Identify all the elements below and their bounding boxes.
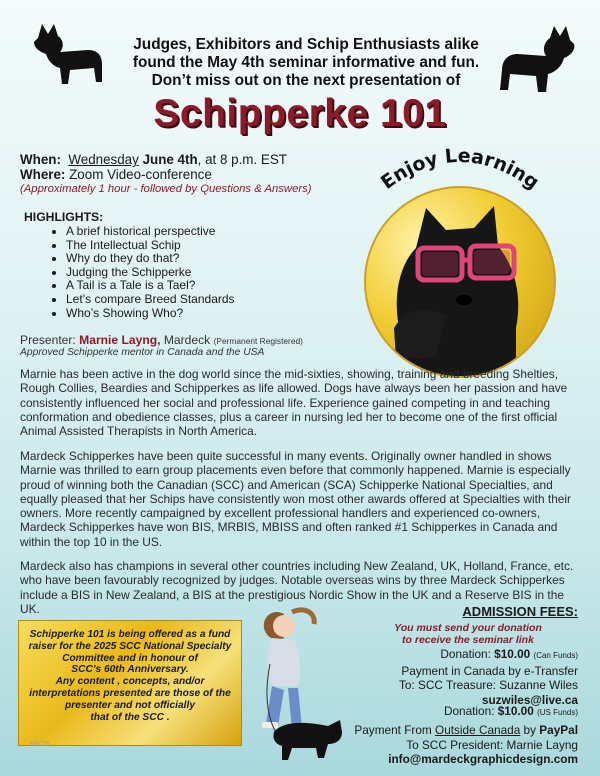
fundraiser-line: interpretations presented are those of the: [29, 687, 231, 699]
us-donation-label: Donation:: [443, 704, 498, 718]
us-email-link[interactable]: info@mardeckgraphicdesign.com: [388, 752, 578, 767]
us-method-prefix: Payment From: [354, 723, 436, 737]
canada-payment-block: [308, 647, 578, 707]
canada-payee: To: SCC Treasure: Suzanne Wiles: [399, 678, 578, 693]
us-payee: To SCC President: Marnie Layng: [406, 737, 578, 752]
highlights-heading: HIGHLIGHTS:: [24, 210, 104, 224]
fundraiser-line: SCC’s 60th Anniversary.: [71, 664, 189, 676]
us-amount: $10.00: [497, 704, 534, 718]
when-label: When:: [20, 152, 61, 167]
fundraiser-line: Committee and in honour of: [62, 652, 198, 664]
fundraiser-line: Schipperke 101 is being offered as a fund: [29, 629, 231, 640]
admission-heading: ADMISSION FEES:: [462, 604, 578, 619]
presenter-kennel: Mardeck: [160, 333, 214, 347]
fundraiser-line: raiser for the 2025 SCC National Specialty: [28, 640, 232, 652]
artist-signature: MSC25: [30, 742, 51, 748]
highlight-item: • Let’s compare Breed Standards: [66, 293, 235, 307]
bio-paragraph-2: Mardeck Schipperkes have been quite successful in many events. Originally owner handled in shows Marnie was thrilled to earn group placements even before that commonly happened. Marnie is especially proud of winning both the Canadian (SCC) and American (SCA) Schipperke National Specialties, and equally pleased that her Schips have consistently won most other awards offered at Specialties with their owners. More recently campaigned by excellent professional handlers and experienced co-owners, Mardeck Schipperkes have won BIS, MRBIS, MBISS and often ranked #1 Schipperkes in Canada and within the top 10 in the US.: [20, 449, 572, 549]
schipperke-silhouette-left: [30, 20, 110, 92]
fundraiser-notice: [18, 620, 242, 746]
admission-note-line-1: You must send your donation: [394, 622, 542, 634]
admission-note-line-2: to receive the seminar link: [402, 634, 534, 646]
enjoy-learning-text: Enjoy Learning: [376, 144, 544, 194]
us-method-paypal: PayPal: [539, 723, 578, 737]
highlight-item: • Why do they do that?: [66, 252, 235, 266]
event-time: , at 8 p.m. EST: [197, 152, 287, 167]
bio-paragraph-1: Marnie has been active in the dog world since the mid-sixties, showing, training and breeding Shelties, Rough Collies, Beardies and Schipperkes as life allowed. Dogs have always been her passion and have consistently influenced her social and professional life. Experience gained competing in and teaching conformation and obedience classes, plus a career in nursing led her to become one of the first official Animal Assisted Therapists in North America.: [20, 367, 568, 439]
bio-paragraph-3: Mardeck also has champions in several other countries including New Zealand, UK, Holland, France, etc. who have been favourably recognized by judges. Notable overseas wins by three Mardeck Schipperkes include a BIS in New Zealand, a BIS at the prestigious Nordic Show in the UK and a Reserve BIS in the UK.: [20, 559, 574, 616]
canada-amount: $10.00: [494, 647, 531, 661]
highlight-item: • A Tail is a Tale is a Tael?: [66, 279, 235, 293]
presenter-line: [20, 333, 303, 347]
presenter-name: Marnie Layng,: [79, 333, 161, 347]
us-method-outside: Outside Canada: [435, 723, 521, 737]
highlight-item: • A brief historical perspective: [66, 225, 235, 239]
event-details: [20, 152, 287, 182]
event-location: Zoom Video-conference: [69, 167, 212, 182]
fundraiser-line: presenter and not officially: [64, 699, 195, 711]
presenter-label: Presenter:: [20, 333, 80, 347]
us-method-by: by: [520, 723, 540, 737]
duration-note: (Approximately 1 hour - followed by Questions & Answers): [20, 183, 312, 195]
highlight-item: • Who’s Showing Who?: [66, 307, 235, 321]
intro-line-3: Don’t miss out on the next presentation of: [151, 72, 461, 89]
where-label: Where:: [20, 167, 66, 182]
fundraiser-line: that of the SCC .: [90, 711, 170, 723]
canada-payment-method: Payment in Canada by e-Transfer: [401, 663, 578, 678]
dog-with-glasses-photo: [364, 186, 556, 378]
us-donation-line: [308, 704, 578, 721]
schipperke-silhouette-right: [492, 20, 578, 98]
event-date: June 4th: [142, 152, 198, 167]
highlight-item: • The Intellectual Schip: [66, 239, 235, 253]
page-title: Schipperke 101: [153, 92, 447, 135]
fundraiser-line: Any content , concepts, and/or: [55, 676, 205, 688]
intro-line-1: Judges, Exhibitors and Schip Enthusiasts alike: [133, 36, 479, 53]
canada-email-link[interactable]: suzwiles@live.ca: [481, 692, 578, 707]
presenter-registered: (Permanent Registered): [213, 336, 303, 346]
canada-currency: (Can Funds): [533, 651, 578, 660]
highlight-item: • Judging the Schipperke: [66, 266, 235, 280]
highlights-list: [48, 225, 235, 320]
presenter-approval: Approved Schipperke mentor in Canada and the USA: [20, 347, 265, 358]
us-payment-block: [308, 723, 578, 767]
event-day: Wednesday: [68, 152, 139, 167]
canada-donation-label: Donation:: [440, 647, 495, 661]
us-currency: (US Funds): [537, 708, 578, 717]
intro-text: [118, 36, 494, 90]
intro-line-2: found the May 4th seminar informative and fun.: [132, 54, 480, 71]
admission-note: [358, 622, 578, 646]
